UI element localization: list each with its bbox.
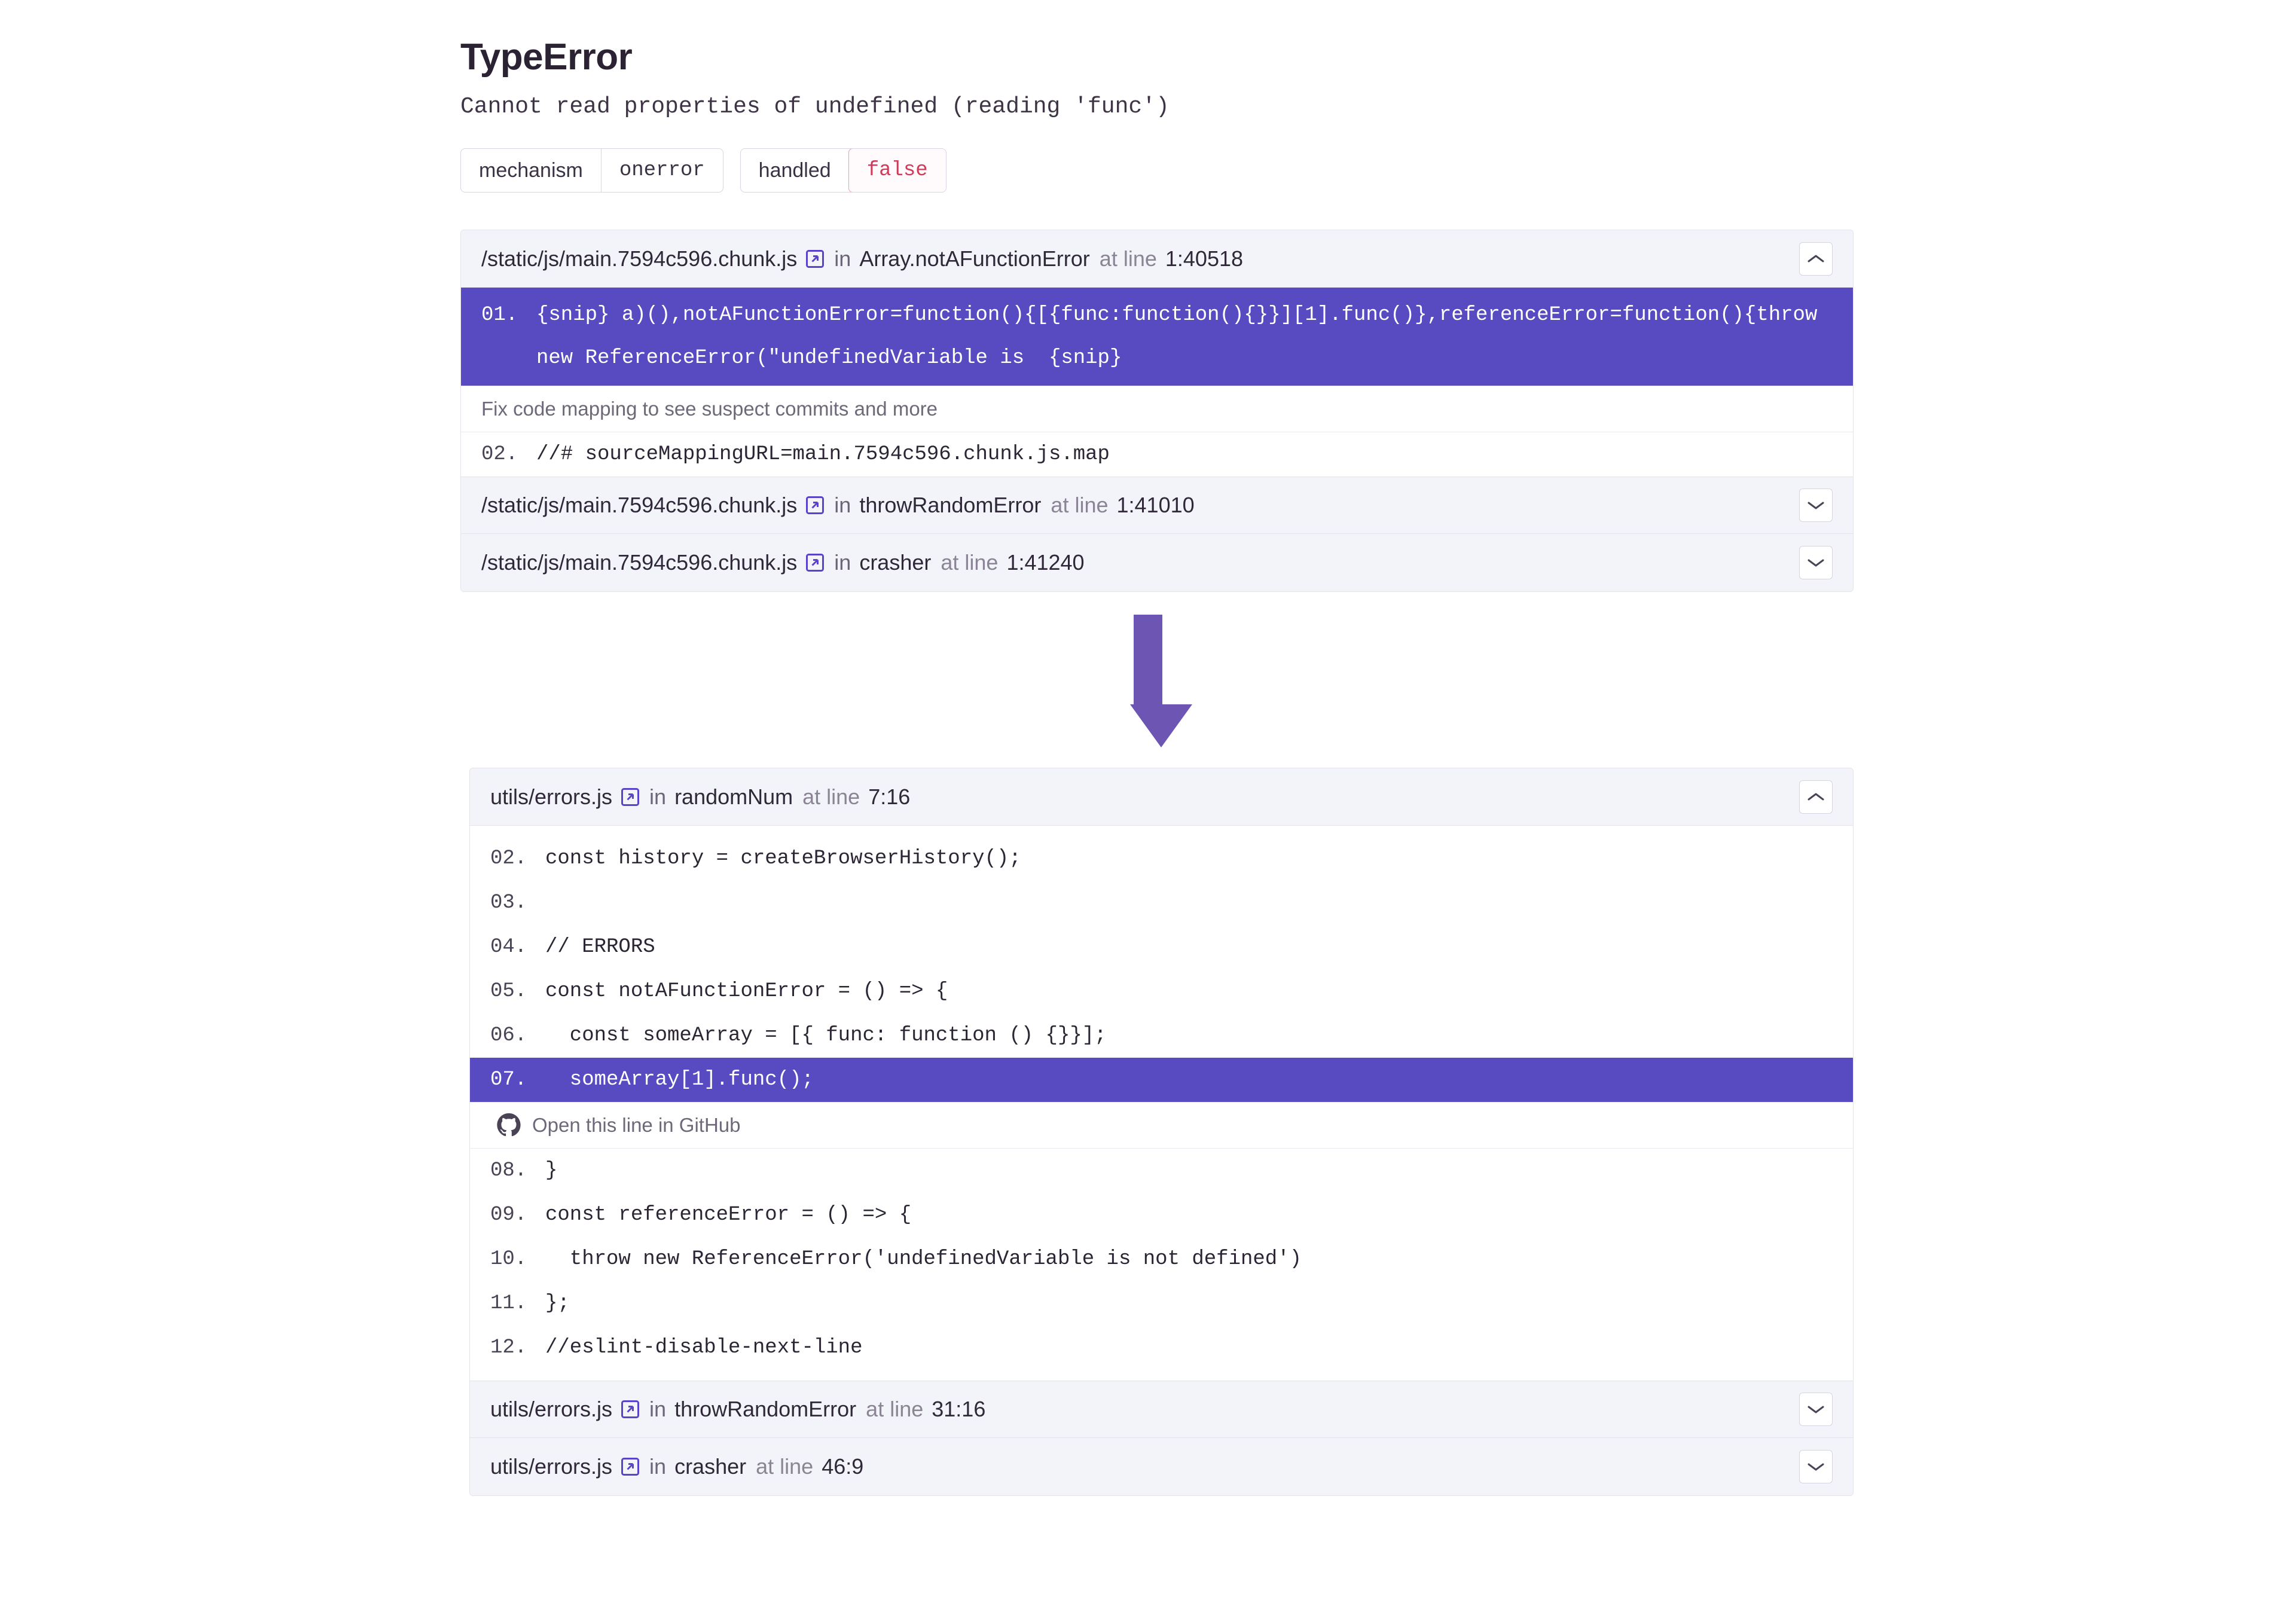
- code-line-number: 12.: [490, 1336, 527, 1359]
- code-line-number: 03.: [490, 891, 527, 914]
- source-stack-trace: [469, 768, 1854, 1496]
- code-line-highlighted: [470, 1058, 1853, 1102]
- error-message: Cannot read properties of undefined (reading 'func'): [460, 94, 1170, 120]
- chevron-up-icon[interactable]: [1799, 780, 1833, 814]
- external-link-icon[interactable]: [619, 1456, 641, 1477]
- external-link-icon[interactable]: [804, 552, 826, 573]
- code-line-text: const referenceError = () => {: [545, 1204, 912, 1226]
- frame-line-number: 1:41240: [1006, 550, 1085, 575]
- stack-frame-header[interactable]: [461, 477, 1853, 534]
- code-line-number: 08.: [490, 1159, 527, 1182]
- frame-line-number: 46:9: [822, 1454, 864, 1479]
- code-line: [470, 1193, 1853, 1237]
- frame-at-label: at line: [866, 1397, 924, 1421]
- arrow-stem: [1134, 615, 1162, 704]
- code-line: [470, 1013, 1853, 1058]
- stack-frame-header[interactable]: [461, 534, 1853, 591]
- open-in-github-link[interactable]: [470, 1102, 1853, 1149]
- stack-frame-header[interactable]: [461, 230, 1853, 288]
- code-line: [470, 925, 1853, 969]
- code-line: [470, 1149, 1853, 1193]
- chevron-down-icon[interactable]: [1799, 1393, 1833, 1426]
- code-line-number: 06.: [490, 1024, 527, 1047]
- frame-in-word: in: [649, 1397, 667, 1421]
- code-line-number: 02.: [481, 443, 518, 466]
- frame-line-number: 7:16: [868, 784, 911, 809]
- frame-filename: /static/js/main.7594c596.chunk.js: [481, 246, 798, 271]
- stack-frame-header[interactable]: [470, 768, 1853, 826]
- frame-function: crasher: [674, 1454, 747, 1479]
- code-line-text: };: [545, 1292, 570, 1315]
- frame-at-label: at line: [756, 1454, 814, 1479]
- code-line-number: 05.: [490, 980, 527, 1003]
- fix-code-mapping-text: Fix code mapping to see suspect commits and more: [481, 398, 938, 420]
- frame-at-label: at line: [941, 550, 999, 575]
- frame-filename: utils/errors.js: [490, 1397, 613, 1421]
- code-line-text: const someArray = [{ func: function () {}}];: [545, 1024, 1107, 1047]
- code-line-text: }: [545, 1159, 558, 1182]
- error-header: [460, 36, 1860, 193]
- chevron-down-icon[interactable]: [1799, 546, 1833, 579]
- frame-line-number: 1:41010: [1116, 493, 1195, 517]
- frame-function: Array.notAFunctionError: [859, 246, 1090, 271]
- code-line-number: 01.: [481, 304, 518, 326]
- external-link-icon[interactable]: [804, 248, 826, 270]
- chevron-down-icon[interactable]: [1799, 1450, 1833, 1483]
- chevron-down-icon[interactable]: [1799, 488, 1833, 522]
- stack-frame-header[interactable]: [470, 1381, 1853, 1438]
- frame-filename: /static/js/main.7594c596.chunk.js: [481, 550, 798, 575]
- frame-in-word: in: [834, 493, 851, 517]
- frame-at-label: at line: [1099, 246, 1157, 271]
- code-line: [461, 432, 1853, 477]
- frame-line-number: 1:40518: [1165, 246, 1244, 271]
- code-line-number: 10.: [490, 1248, 527, 1271]
- frame-in-word: in: [834, 550, 851, 575]
- frame-in-word: in: [834, 246, 851, 271]
- frame-line-number: 31:16: [932, 1397, 986, 1421]
- code-line: [470, 836, 1853, 881]
- transition-arrow: [0, 592, 2296, 768]
- frame-at-label: at line: [802, 784, 860, 809]
- tag-handled-key: handled: [758, 158, 831, 182]
- code-line-number: 02.: [490, 847, 527, 870]
- chevron-up-icon[interactable]: [1799, 242, 1833, 276]
- external-link-icon[interactable]: [804, 494, 826, 516]
- code-line: [470, 1326, 1853, 1381]
- code-block: [470, 826, 1853, 1381]
- code-line: [470, 969, 1853, 1013]
- page-title: TypeError: [460, 36, 633, 78]
- stack-frame-header[interactable]: [470, 1438, 1853, 1495]
- tag-mechanism-key: mechanism: [479, 158, 583, 182]
- code-line-text: {snip} a)(),notAFunctionError=function(){[{func:function(){}}][1].func()},referenceError=function(){throw new ReferenceError("undefinedVariable is {snip}: [536, 304, 1830, 370]
- frame-filename: utils/errors.js: [490, 1454, 613, 1479]
- frame-at-label: at line: [1051, 493, 1109, 517]
- github-icon: [496, 1113, 521, 1138]
- code-line: [470, 1281, 1853, 1326]
- code-line-text: // ERRORS: [545, 936, 655, 958]
- frame-filename: utils/errors.js: [490, 784, 613, 809]
- minified-stack-trace: [460, 230, 1854, 592]
- code-line: [470, 1237, 1853, 1281]
- frame-in-word: in: [649, 1454, 667, 1479]
- code-line-text: //# sourceMappingURL=main.7594c596.chunk.js.map: [536, 443, 1110, 466]
- code-line-number: 04.: [490, 936, 527, 958]
- frame-in-word: in: [649, 784, 667, 809]
- tag-handled-value: false: [848, 148, 947, 193]
- frame-filename: /static/js/main.7594c596.chunk.js: [481, 493, 798, 517]
- tag-mechanism-value: onerror: [601, 149, 723, 192]
- code-block: [461, 288, 1853, 477]
- code-line-number: 07.: [490, 1068, 527, 1091]
- code-line-text: const notAFunctionError = () => {: [545, 980, 948, 1003]
- tag-row: [460, 148, 1860, 193]
- code-line: [470, 881, 1853, 925]
- code-line-text: someArray[1].func();: [545, 1068, 814, 1091]
- tag-mechanism[interactable]: [460, 148, 723, 193]
- frame-function: crasher: [859, 550, 932, 575]
- external-link-icon[interactable]: [619, 1399, 641, 1420]
- tag-handled[interactable]: [740, 148, 947, 193]
- code-line-number: 09.: [490, 1204, 527, 1226]
- open-in-github-text: Open this line in GitHub: [532, 1114, 741, 1136]
- frame-function: throwRandomError: [674, 1397, 857, 1421]
- down-arrow-icon: [1130, 615, 1166, 747]
- code-line-text: throw new ReferenceError('undefinedVariable is not defined'): [545, 1248, 1302, 1271]
- code-line-text: const history = createBrowserHistory();: [545, 847, 1021, 870]
- frame-function: throwRandomError: [859, 493, 1042, 517]
- code-line-highlighted: [461, 288, 1853, 386]
- fix-code-mapping-note[interactable]: [461, 386, 1853, 432]
- code-line-number: 11.: [490, 1292, 527, 1315]
- frame-function: randomNum: [674, 784, 793, 809]
- code-line-text: //eslint-disable-next-line: [545, 1336, 863, 1359]
- arrow-tip: [1130, 704, 1192, 747]
- external-link-icon[interactable]: [619, 786, 641, 808]
